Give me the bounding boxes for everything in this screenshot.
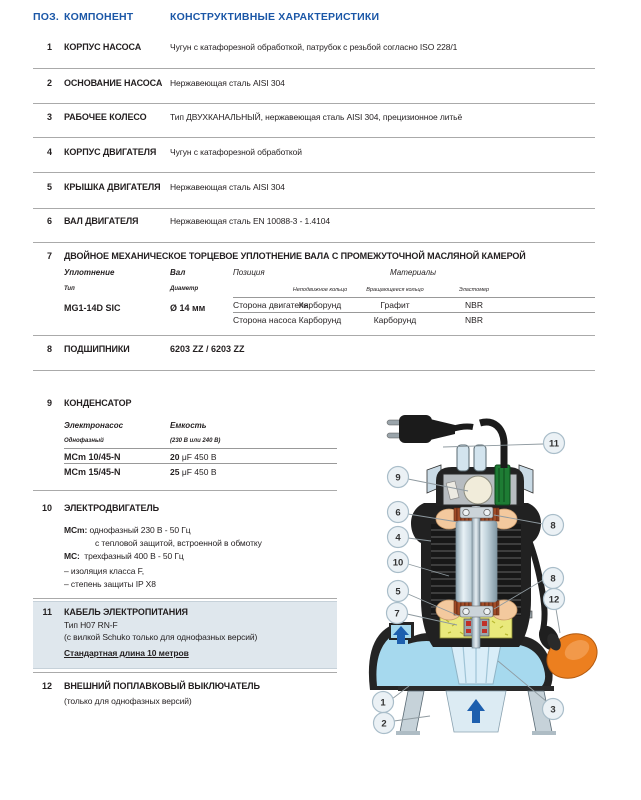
seal-col-type-title: Уплотнение: [64, 268, 115, 277]
component-desc: Нержавеющая сталь AISI 304: [170, 78, 285, 88]
row-number: 6: [46, 216, 52, 226]
row-number: 8: [46, 344, 52, 354]
row-divider: [33, 335, 595, 336]
callout-label: 12: [548, 594, 560, 606]
seal-col-position-title: Позиция: [233, 268, 265, 277]
cable-length-note: Стандартная длина 10 метров: [64, 648, 189, 658]
capacitor-value-bold: 25: [170, 467, 180, 477]
seal-row-rotating: Графит: [380, 300, 410, 310]
capacitor-part: [464, 476, 492, 504]
row-number: 3: [46, 112, 52, 122]
row-number: 5: [46, 182, 52, 192]
seal-row-rotating: Карборунд: [373, 315, 417, 325]
callout-5: [388, 581, 409, 602]
callout-label: 1: [380, 697, 386, 709]
component-name: ЭЛЕКТРОДВИГАТЕЛЬ: [64, 503, 160, 513]
callout-10: [388, 552, 409, 573]
seal-row-position: Сторона насоса: [233, 315, 297, 325]
row-number: 7: [46, 251, 52, 261]
capacitor-model: MCm 10/45-N: [64, 452, 121, 462]
component-desc: Чугун с катафорезной обработкой, патрубок с резьбой согласно ISO 228/1: [170, 42, 458, 52]
component-name: ВАЛ ДВИГАТЕЛЯ: [64, 216, 139, 226]
motor-line3-label: MC:: [64, 551, 80, 561]
row-number: 2: [46, 78, 52, 88]
row-divider: [33, 172, 595, 173]
motor-line1-text: однофазный 230 В - 50 Гц: [89, 525, 191, 535]
row-number: 12: [41, 681, 52, 691]
callout-9: [388, 467, 409, 488]
callout-label: 5: [395, 586, 401, 598]
row-divider: [33, 208, 595, 209]
callout-8-upper: [543, 515, 564, 536]
row-divider: [33, 68, 595, 69]
motor-line3: [64, 551, 184, 561]
row-divider: [33, 370, 595, 371]
component-name: ОСНОВАНИЕ НАСОСА: [64, 78, 163, 88]
callout-label: 2: [381, 718, 387, 730]
capacitor-value: [170, 452, 217, 462]
capacitor-col2-title: Емкость: [170, 421, 207, 430]
callout-7: [387, 603, 408, 624]
float-switch-sub: (только для однофазных версий): [64, 696, 192, 706]
capacitor-value-rest: μF 450 В: [179, 452, 217, 462]
component-desc: Тип ДВУХКАНАЛЬНЫЙ, нержавеющая сталь AISI 304, прецизионное литьё: [170, 112, 463, 122]
seal-elastomer-header: Эластомер: [458, 287, 490, 293]
row-number: 4: [46, 147, 52, 157]
seal-fixed-ring-header: Неподвижное кольцо: [292, 287, 348, 293]
callout-label: 7: [394, 608, 400, 620]
component-name: ВНЕШНИЙ ПОПЛАВКОВЫЙ ВЫКЛЮЧАТЕЛЬ: [64, 681, 260, 691]
component-desc: Нержавеющая сталь EN 10088-3 - 1.4104: [170, 216, 330, 226]
row-divider: [33, 137, 595, 138]
table-line: [233, 297, 595, 298]
callout-label: 9: [395, 472, 401, 484]
callout-8-lower: [543, 568, 564, 589]
seal-col-shaft-sub: Диаметр: [170, 286, 199, 292]
seal-row-position: Сторона двигателя: [233, 300, 309, 310]
capacitor-value-rest: μF 450 В: [179, 467, 217, 477]
callout-label: 4: [395, 532, 401, 544]
callout-6: [388, 502, 409, 523]
cable-line2: (с вилкой Schuko только для однофазных версий): [64, 632, 258, 642]
callout-label: 3: [550, 704, 556, 716]
motor-shaft: [472, 502, 480, 648]
bearings-value: 6203 ZZ / 6203 ZZ: [170, 344, 245, 354]
seal-row-elastomer: NBR: [465, 300, 483, 310]
row-number: 1: [46, 42, 52, 52]
callout-3: [543, 699, 564, 720]
seal-materials-title: Материалы: [390, 268, 436, 277]
seal-rotating-ring-header: Вращающееся кольцо: [366, 287, 424, 293]
motor-line3-text: трехфазный 400 В - 50 Гц: [84, 551, 184, 561]
base-strainer: [396, 686, 556, 735]
seal-type-value: MG1-14D SIC: [64, 303, 121, 313]
table-line: [233, 312, 595, 313]
component-desc: Нержавеющая сталь AISI 304: [170, 182, 285, 192]
row-divider: [33, 598, 337, 599]
capacitor-col1-sub: Однофазный: [64, 438, 104, 444]
seal-row-elastomer: NBR: [465, 315, 483, 325]
seal-col-shaft-title: Вал: [170, 268, 186, 277]
header-pos-label: ПОЗ.: [33, 11, 60, 23]
capacitor-value-bold: 20: [170, 452, 180, 462]
seal-row-fixed: Карборунд: [298, 300, 342, 310]
seal-row-fixed: Карборунд: [298, 315, 342, 325]
callout-label: 10: [392, 557, 404, 569]
callout-1: [373, 692, 394, 713]
row-number: 11: [42, 607, 52, 617]
row-divider: [33, 490, 337, 491]
capacitor-value: [170, 467, 217, 477]
component-name: КРЫШКА ДВИГАТЕЛЯ: [64, 182, 161, 192]
capacitor-model: MCm 15/45-N: [64, 467, 121, 477]
capacitor-col2-sub: (230 В или 240 В): [170, 438, 221, 444]
row-divider: [33, 672, 337, 673]
component-desc: Чугун с катафорезной обработкой: [170, 147, 302, 157]
callout-label: 6: [395, 507, 401, 519]
motor-line2: с тепловой защитой, встроенной в обмотку: [95, 538, 262, 548]
seal-title: ДВОЙНОЕ МЕХАНИЧЕСКОЕ ТОРЦЕВОЕ УПЛОТНЕНИЕ ВАЛА С ПРОМЕЖУТОЧНОЙ МАСЛЯНОЙ КАМЕРОЙ: [64, 251, 526, 261]
callout-label: 8: [550, 573, 556, 585]
table-line: [64, 463, 337, 464]
seal-diameter-value: Ø 14 мм: [170, 303, 206, 313]
row-number: 10: [41, 503, 52, 513]
callout-11: [544, 433, 565, 454]
motor-bullet2: – степень защиты IP X8: [64, 579, 156, 589]
callout-4: [388, 527, 409, 548]
callout-12: [544, 589, 565, 610]
callout-label: 11: [548, 438, 560, 450]
component-name: КАБЕЛЬ ЭЛЕКТРОПИТАНИЯ: [64, 607, 188, 617]
component-name: КОРПУС НАСОСА: [64, 42, 142, 52]
cable-line1: Тип H07 RN-F: [64, 620, 118, 630]
component-name: РАБОЧЕЕ КОЛЕСО: [64, 112, 147, 122]
row-divider: [33, 242, 595, 243]
row-divider: [33, 103, 595, 104]
component-name: ПОДШИПНИКИ: [64, 344, 130, 354]
callout-label: 8: [550, 520, 556, 532]
component-name: КОРПУС ДВИГАТЕЛЯ: [64, 147, 157, 157]
seal-col-type-sub: Тип: [64, 286, 75, 292]
capacitor-col1-title: Электронасос: [64, 421, 124, 430]
header-component-label: КОМПОНЕНТ: [64, 11, 134, 23]
motor-line1-label: MCm:: [64, 525, 88, 535]
row-number: 9: [46, 398, 52, 408]
callout-2: [374, 713, 395, 734]
table-line: [64, 448, 337, 449]
header-characteristics-label: КОНСТРУКТИВНЫЕ ХАРАКТЕРИСТИКИ: [170, 11, 380, 23]
motor-line1: [64, 525, 191, 535]
component-name: КОНДЕНСАТОР: [64, 398, 132, 408]
cable-gland: [495, 465, 510, 505]
motor-bullet1: – изоляция класса F,: [64, 566, 145, 576]
pump-cutaway-diagram: [350, 390, 641, 800]
